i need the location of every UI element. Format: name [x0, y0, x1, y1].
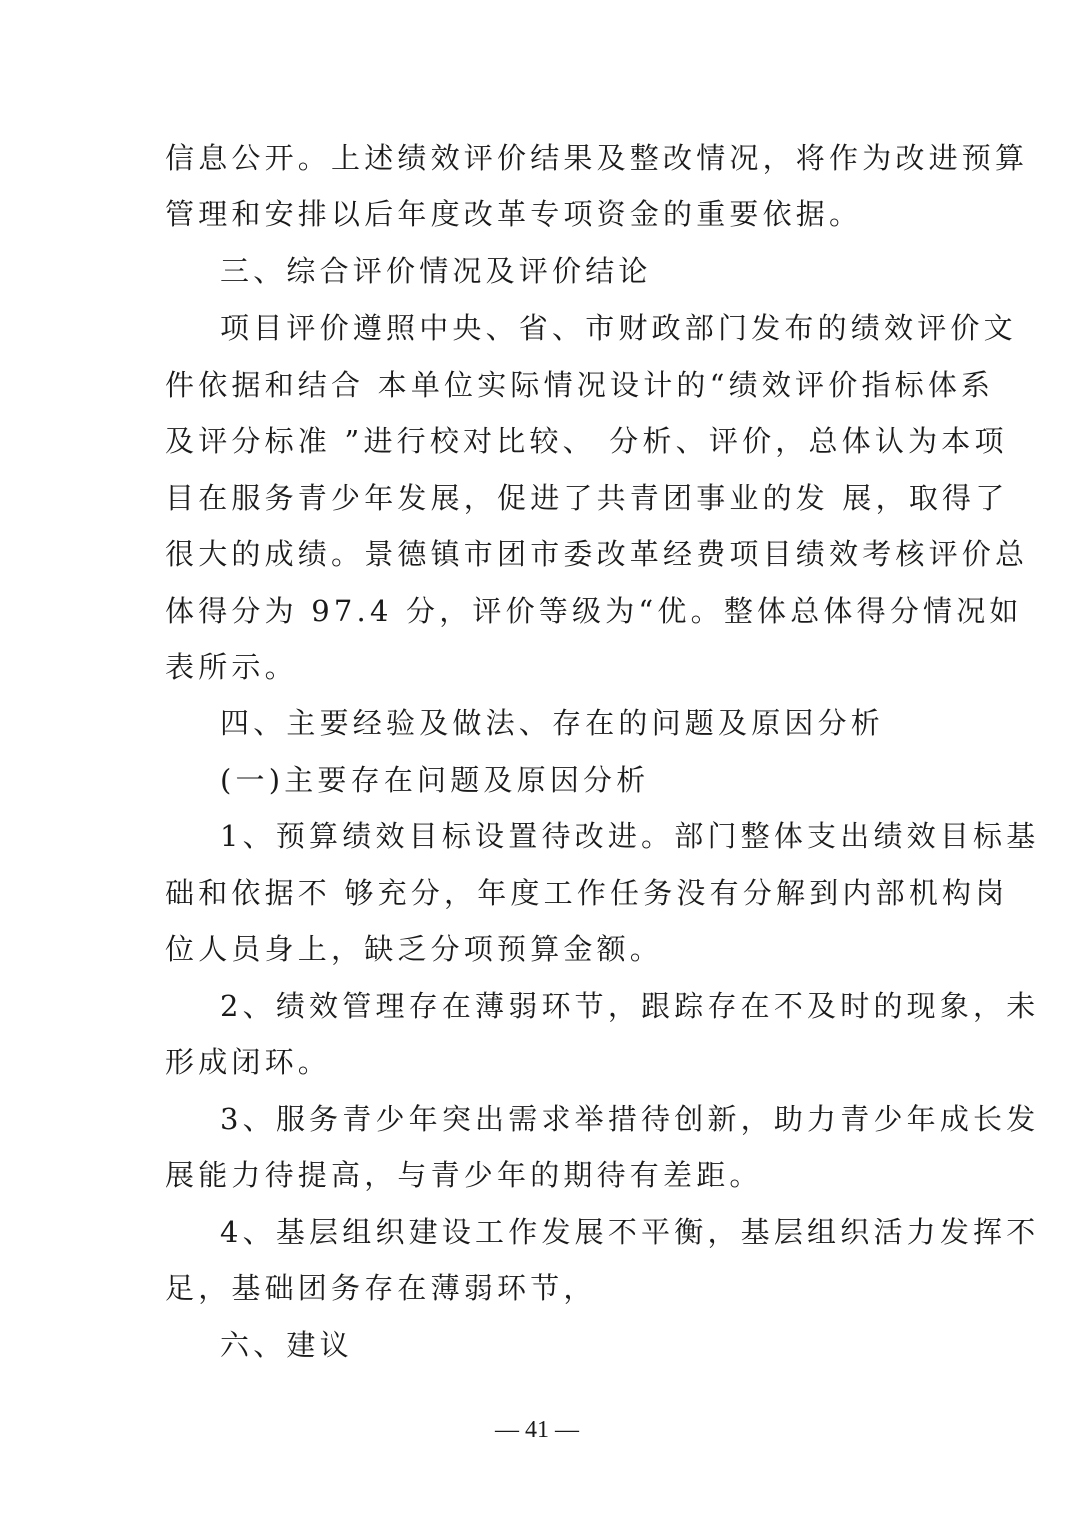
text-line: 表所示。 — [165, 650, 298, 684]
text-line: 项目评价遵照中央、省、市财政部门发布的绩效评价文 — [220, 311, 1017, 345]
text-line: 础和依据不 够充分，年度工作任务没有分解到内部机构岗 — [165, 876, 1009, 910]
text-line: 1、预算绩效目标设置待改进。部门整体支出绩效目标基 — [220, 819, 1040, 853]
text-line: 位人员身上，缺乏分项预算金额。 — [165, 932, 664, 966]
text-line: 很大的成绩。景德镇市团市委改革经费项目绩效考核评价总 — [165, 537, 1029, 571]
text-line: 展能力待提高，与青少年的期待有差距。 — [165, 1158, 763, 1192]
section-heading: 四、主要经验及做法、存在的问题及原因分析 — [220, 706, 885, 740]
text-line: 件依据和结合 本单位实际情况设计的“绩效评价指标体系 — [165, 368, 995, 402]
page-number: — 41 — — [495, 1417, 579, 1443]
text-line: 4、基层组织建设工作发展不平衡，基层组织活力发挥不 — [220, 1215, 1040, 1249]
text-line: 管理和安排以后年度改革专项资金的重要依据。 — [165, 197, 863, 231]
section-heading: 六、建议 — [220, 1328, 353, 1362]
text-line: 体得分为 97.4 分，评价等级为“优。整体总体得分情况如 — [165, 594, 1023, 628]
text-line: 及评分标准 ”进行校对比较、 分析、评价，总体认为本项 — [165, 424, 1008, 458]
text-line: 目在服务青少年发展，促进了共青团事业的发 展，取得了 — [165, 481, 1009, 515]
text-line: 形成闭环。 — [165, 1045, 332, 1079]
text-line: 3、服务青少年突出需求举措待创新，助力青少年成长发 — [220, 1102, 1040, 1136]
section-heading: 三、综合评价情况及评价结论 — [220, 254, 652, 288]
subsection-heading: (一)主要存在问题及原因分析 — [220, 763, 650, 797]
text-line: 信息公开。上述绩效评价结果及整改情况，将作为改进预算 — [165, 141, 1029, 175]
text-line: 2、绩效管理存在薄弱环节，跟踪存在不及时的现象，未 — [220, 989, 1040, 1023]
text-line: 足，基础团务存在薄弱环节， — [165, 1271, 597, 1305]
